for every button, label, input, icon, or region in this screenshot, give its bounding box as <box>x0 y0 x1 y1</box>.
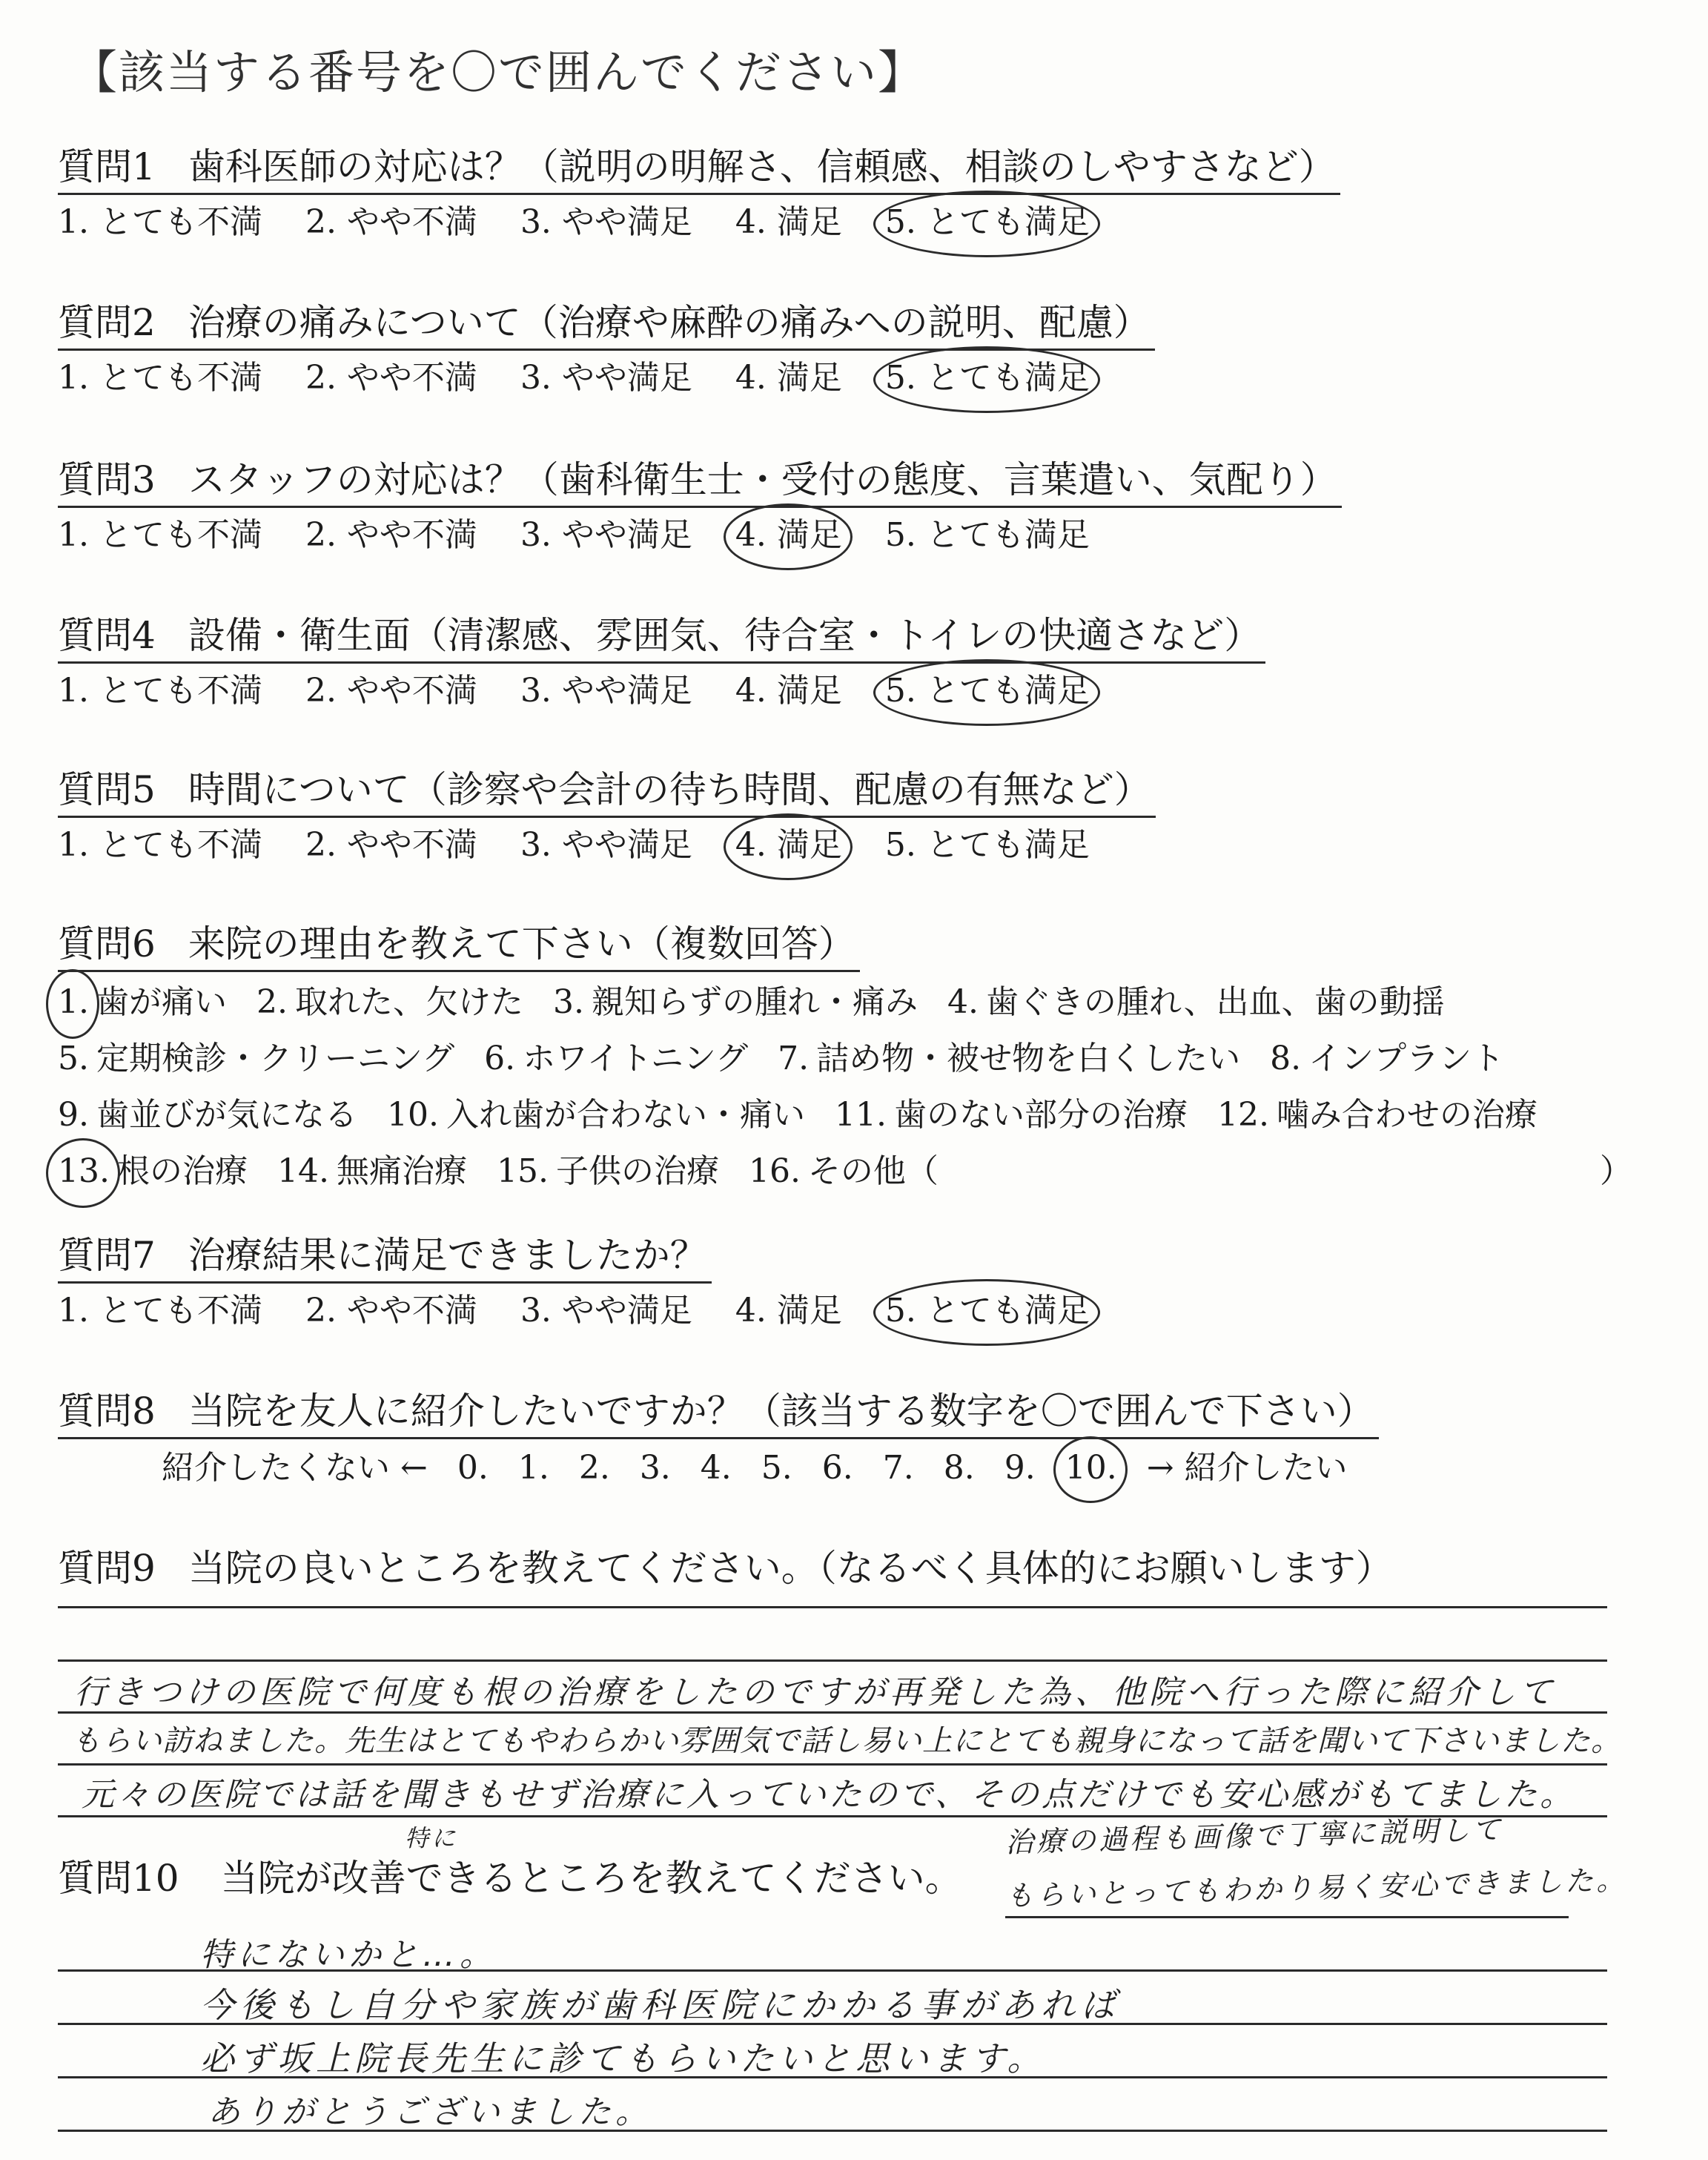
reason-option-13-selected[interactable]: 13. 根の治療 <box>58 1146 248 1198</box>
rating-options <box>58 511 1342 560</box>
question-title: 質問6 来院の理由を教えて下さい（複数回答） <box>58 918 860 972</box>
question-7 <box>58 1229 1133 1335</box>
rating-options <box>58 667 1265 716</box>
question-title: 質問9 当院の良いところを教えてください。（なるべく具体的にお願いします） <box>58 1547 1393 1590</box>
scale-2[interactable]: 2. <box>578 1449 610 1487</box>
scale-1[interactable]: 1. <box>517 1449 549 1487</box>
reason-option-8[interactable]: 8. インプラント <box>1270 1040 1505 1077</box>
rating-option-4[interactable]: 4. 満足 <box>735 1292 842 1330</box>
reason-option-2[interactable]: 2. 取れた、欠けた <box>256 983 523 1021</box>
scale-0[interactable]: 0. <box>457 1449 489 1487</box>
q9-answer-line-1: 行きつけの医院で何度も根の治療をしたのですが再発した為、他院へ行った際に紹介して <box>74 1674 1557 1711</box>
q10-insertion-note: 特に <box>405 1824 459 1852</box>
reason-option-15[interactable]: 15. 子供の治療 <box>496 1152 719 1190</box>
rating-option-5-selected[interactable]: 5. とても満足 <box>885 198 1090 247</box>
rating-option-4[interactable]: 4. 満足 <box>735 359 842 397</box>
page-header: 【該当する番号を〇で囲んでください】 <box>71 45 926 99</box>
rating-option-4-selected[interactable]: 4. 満足 <box>735 511 842 560</box>
rating-option-3[interactable]: 3. やや満足 <box>520 1292 692 1330</box>
scale-10-selected[interactable]: 10. <box>1065 1444 1117 1493</box>
scale-4[interactable]: 4. <box>700 1449 732 1487</box>
reason-option-1-selected[interactable]: 1. 歯が痛い <box>58 977 227 1028</box>
reason-option-11[interactable]: 11. 歯のない部分の治療 <box>834 1096 1188 1134</box>
rating-option-3[interactable]: 3. やや満足 <box>520 826 692 864</box>
reason-option-3[interactable]: 3. 親知らずの腫れ・痛み <box>552 983 918 1021</box>
reason-option-6[interactable]: 6. ホワイトニング <box>484 1040 749 1077</box>
scale-7[interactable]: 7. <box>882 1449 914 1487</box>
rating-option-2[interactable]: 2. やや不満 <box>305 516 477 554</box>
rating-options <box>58 821 1156 870</box>
question-title: 質問2 治療の痛みについて（治療や麻酔の痛みへの説明、配慮） <box>58 297 1155 351</box>
q10-answer-line-2: 今後もし自分や家族が歯科医院にかかる事があれば <box>200 1985 1121 2025</box>
rating-option-2[interactable]: 2. やや不満 <box>305 359 477 397</box>
reason-option-12[interactable]: 12. 噛み合わせの治療 <box>1217 1096 1537 1134</box>
reason-option-7[interactable]: 7. 詰め物・被せ物を白くしたい <box>778 1040 1241 1077</box>
question-5 <box>58 764 1156 870</box>
question-10 <box>58 1852 962 1904</box>
question-1 <box>58 141 1340 247</box>
question-title: 質問5 時間について（診察や会計の待ち時間、配慮の有無など） <box>58 764 1156 818</box>
question-9 <box>58 1542 1393 1594</box>
scale-8[interactable]: 8. <box>943 1449 975 1487</box>
q10-answer-line-4: ありがとうございました。 <box>208 2093 652 2131</box>
question-title: 質問3 スタッフの対応は？（歯科衛生士・受付の態度、言葉遣い、気配り） <box>58 454 1342 508</box>
scale-9[interactable]: 9. <box>1004 1449 1036 1487</box>
rating-option-1[interactable]: 1. とても不満 <box>58 672 262 710</box>
reason-option-10[interactable]: 10. 入れ歯が合わない・痛い <box>386 1096 805 1134</box>
rating-option-5-selected[interactable]: 5. とても満足 <box>885 1287 1090 1335</box>
rating-option-4[interactable]: 4. 満足 <box>735 672 842 710</box>
q10-side-note-line-1: 治療の過程も画像で丁寧に説明して <box>1004 1813 1504 1859</box>
question-3 <box>58 454 1342 560</box>
rating-option-3[interactable]: 3. やや満足 <box>520 359 692 397</box>
rating-option-5-selected[interactable]: 5. とても満足 <box>885 354 1090 403</box>
answer-line <box>58 1606 1607 1608</box>
question-2 <box>58 297 1155 403</box>
answer-line <box>1005 1916 1569 1918</box>
recommend-scale <box>58 1444 1379 1493</box>
rating-option-1[interactable]: 1. とても不満 <box>58 826 262 864</box>
scale-right-label: → 紹介したい <box>1146 1449 1348 1487</box>
question-title: 質問4 設備・衛生面（清潔感、雰囲気、待合室・トイレの快適さなど） <box>58 610 1265 664</box>
scale-5[interactable]: 5. <box>761 1449 792 1487</box>
reason-row-1 <box>58 977 1652 1028</box>
rating-option-4-selected[interactable]: 4. 満足 <box>735 821 842 870</box>
scale-6[interactable]: 6. <box>821 1449 853 1487</box>
reason-option-14[interactable]: 14. 無痛治療 <box>277 1152 467 1190</box>
reason-row-2 <box>58 1033 1652 1085</box>
rating-option-1[interactable]: 1. とても不満 <box>58 1292 262 1330</box>
rating-option-5[interactable]: 5. とても満足 <box>884 516 1090 554</box>
q9-answer-line-3: 元々の医院では話を聞きもせず治療に入っていたので、その点だけでも安心感がもてました。 <box>82 1776 1576 1814</box>
question-title: 質問1 歯科医師の対応は？（説明の明解さ、信頼感、相談のしやすさなど） <box>58 141 1340 195</box>
rating-option-1[interactable]: 1. とても不満 <box>58 516 262 554</box>
reason-option-5[interactable]: 5. 定期検診・クリーニング <box>58 1040 455 1077</box>
rating-options <box>58 1287 1133 1335</box>
rating-option-3[interactable]: 3. やや満足 <box>520 672 692 710</box>
rating-option-2[interactable]: 2. やや不満 <box>305 203 477 241</box>
q9-answer-line-2: もらい訪ねました。先生はとてもやわらかい雰囲気で話し易い上にとても親身になって話を聞いて下さいました。 <box>71 1724 1621 1758</box>
question-title: 質問8 当院を友人に紹介したいですか？（該当する数字を〇で囲んで下さい） <box>58 1385 1379 1439</box>
rating-option-2[interactable]: 2. やや不満 <box>305 672 477 710</box>
rating-option-3[interactable]: 3. やや満足 <box>520 516 692 554</box>
reason-row-3 <box>58 1089 1652 1141</box>
reason-option-9[interactable]: 9. 歯並びが気になる <box>58 1096 357 1134</box>
question-8 <box>58 1385 1379 1493</box>
rating-options <box>58 354 1155 403</box>
rating-option-4[interactable]: 4. 満足 <box>735 203 842 241</box>
rating-option-2[interactable]: 2. やや不満 <box>305 1292 477 1330</box>
rating-option-2[interactable]: 2. やや不満 <box>305 826 477 864</box>
scale-3[interactable]: 3. <box>639 1449 671 1487</box>
rating-option-1[interactable]: 1. とても不満 <box>58 203 262 241</box>
question-4 <box>58 610 1265 716</box>
scale-left-label: 紹介したくない ← <box>162 1449 428 1487</box>
other-close-paren: ） <box>1600 1152 1632 1190</box>
q10-side-note-line-2: もらいとってもわかり易く安心できました。 <box>1004 1863 1628 1912</box>
q10-answer-line-3: 必ず坂上院長先生に診てもらいたいと思います。 <box>200 2038 1046 2078</box>
rating-option-5[interactable]: 5. とても満足 <box>884 826 1090 864</box>
rating-option-1[interactable]: 1. とても不満 <box>58 359 262 397</box>
question-title: 質問10 当院が改善できるところを教えてください。 <box>58 1857 962 1900</box>
rating-options <box>58 198 1340 247</box>
reason-option-16-other[interactable]: 16. その他（ <box>748 1152 939 1190</box>
question-6 <box>58 918 1652 1198</box>
q10-answer-line-1: 特にないかと…。 <box>200 1936 497 1974</box>
rating-option-3[interactable]: 3. やや満足 <box>520 203 692 241</box>
question-title: 質問7 治療結果に満足できましたか？ <box>58 1229 712 1284</box>
answer-line <box>58 1763 1607 1766</box>
reason-option-4[interactable]: 4. 歯ぐきの腫れ、出血、歯の動揺 <box>947 983 1445 1021</box>
rating-option-5-selected[interactable]: 5. とても満足 <box>885 667 1090 716</box>
answer-line <box>58 1659 1607 1662</box>
reason-row-4 <box>58 1146 1652 1198</box>
